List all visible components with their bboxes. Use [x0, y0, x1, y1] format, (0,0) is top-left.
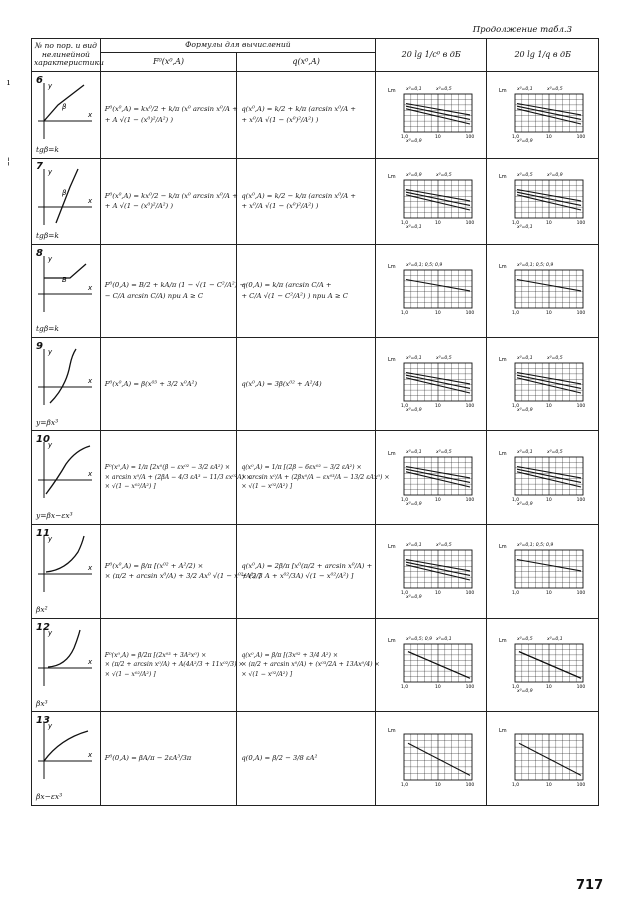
lg-c-chart-cell	[375, 431, 487, 525]
tick-label: 100	[576, 497, 586, 503]
row-number: 8	[36, 247, 43, 259]
formula-line: + x⁰/A √(1 − (x⁰)²/A²) )	[241, 115, 319, 124]
characteristic-label: tgβ=k	[36, 144, 59, 154]
formula-f0-cell	[100, 158, 237, 245]
tick-label: 100	[576, 591, 586, 597]
characteristic-sketch	[36, 626, 96, 692]
tick-label: 1,0	[400, 685, 408, 690]
formula-f0-cell	[100, 245, 246, 338]
formula-line: F⁰(0,A) = βA/π − 2εA³/3π	[104, 754, 192, 763]
curve-label: x⁰=0,9	[547, 173, 563, 179]
curve-label: x⁰=0,1	[405, 449, 422, 455]
characteristic-sketch	[36, 719, 96, 785]
characteristic-sketch	[36, 438, 96, 504]
curve-label: x⁰=0,5	[435, 449, 452, 455]
lm-label: Lm	[499, 357, 507, 364]
header-lg-q: 20 lg 1/q в дБ	[487, 39, 599, 72]
curve-label: x⁰=0,5; 0,9	[405, 637, 432, 642]
formula-q-cell	[237, 618, 380, 712]
formula-f0-cell	[100, 712, 237, 806]
curve-label: x⁰=0,5	[435, 173, 452, 179]
freq-chart	[384, 722, 479, 792]
characteristic-curve	[56, 169, 78, 223]
table-row	[32, 431, 599, 525]
lm-label: Lm	[499, 87, 507, 94]
curve-label: x⁰=0,9	[405, 173, 422, 179]
row-number: 7	[36, 161, 43, 173]
characteristic-label: βx−εx³	[36, 792, 63, 802]
table-row	[32, 72, 599, 159]
freq-chart	[384, 351, 479, 413]
freq-chart	[384, 168, 479, 230]
tick-label: 100	[465, 591, 474, 597]
characteristic-sketch	[36, 252, 96, 318]
formula-line: F⁰(x⁰,A) = β(x⁰³ + 3/2 x⁰A²)	[104, 379, 197, 388]
characteristic-label: βx³	[36, 698, 48, 708]
formula-line: + C/A √(1 − C²/A²) ) при A ≥ C	[241, 291, 348, 300]
tick-label: 100	[576, 310, 586, 316]
curve-label: x⁰=0,9	[405, 501, 422, 507]
tick-label: 10	[434, 591, 441, 597]
tick-label: 1,0	[512, 404, 520, 410]
formula-line: × arcsin x⁰/A + (2βx⁰/A − εx⁰³/A − 13/2 εAx⁰) ×	[241, 473, 390, 481]
x-label: x	[88, 283, 93, 292]
tick-label: 1,0	[512, 221, 520, 227]
freq-chart	[495, 82, 590, 144]
formula-line: × √(1 − x⁰²/A²) ]	[241, 670, 293, 678]
tick-label: 1,0	[400, 497, 408, 503]
tick-label: 1,0	[512, 685, 520, 690]
formula-line: q(x⁰,A) = k/2 − k/π (arcsin x⁰/A +	[241, 191, 356, 200]
tick-label: 10	[434, 404, 441, 410]
formula-f0-cell	[100, 72, 237, 159]
freq-chart	[384, 258, 479, 320]
formula-line: + A √(1 − (x⁰)²/A²) )	[104, 202, 174, 211]
tick-label: 10	[546, 591, 552, 597]
formula-q-cell	[237, 712, 376, 806]
freq-chart	[495, 258, 590, 320]
characteristic-label: tgβ=k	[36, 323, 59, 333]
lm-label: Lm	[387, 544, 396, 551]
lg-c-chart-cell	[375, 158, 487, 245]
lg-q-chart-cell	[487, 72, 599, 159]
tick-label: 1,0	[400, 310, 408, 316]
characteristic-label: tgβ=k	[36, 231, 59, 241]
lg-c-chart-cell	[375, 712, 487, 806]
characteristic-curve	[50, 349, 76, 403]
curve-label: x⁰=0,1	[547, 637, 563, 642]
characteristic-sketch	[36, 79, 96, 145]
tick-label: 100	[465, 685, 474, 690]
characteristic-label: y=βx−εx³	[36, 511, 73, 521]
row-number: 11	[36, 527, 50, 539]
tick-label: 100	[576, 782, 586, 788]
lg-c-chart-cell	[375, 245, 487, 338]
curve-label: x⁰=0,1	[517, 225, 533, 231]
tick-label: 1,0	[512, 591, 520, 597]
formula-line: q(0,A) = k/π (arcsin C/A +	[241, 281, 332, 290]
tick-label: 1,0	[400, 782, 408, 788]
lm-label: Lm	[387, 174, 396, 181]
characteristic-cell	[32, 431, 101, 525]
tick-label: 100	[465, 782, 474, 788]
tick-label: 100	[576, 221, 586, 227]
curve-label: x⁰=0,1	[517, 86, 533, 92]
lm-label: Lm	[387, 263, 396, 270]
y-label: y	[48, 347, 53, 356]
tick-label: 10	[434, 310, 441, 316]
curve-label: x⁰=0,9	[517, 138, 533, 144]
formula-line: q(x⁰,A) = 2β/π [x⁰(π/2 + arcsin x⁰/A) +	[241, 561, 373, 570]
tick-label: 100	[465, 134, 474, 140]
formula-line: × (π/2 + arcsin x⁰/A) + 3/2 Ax⁰ √(1 − x⁰²/A²) ]	[104, 572, 261, 581]
lg-q-chart-cell	[487, 337, 599, 431]
lg-q-chart-cell	[487, 618, 599, 712]
formula-line: + A √(1 − (x⁰)²/A²) )	[104, 115, 174, 124]
characteristic-cell	[32, 245, 101, 338]
tick-label: 100	[576, 134, 586, 140]
response-line	[519, 652, 581, 679]
tick-label: 1,0	[400, 221, 408, 227]
table-row	[32, 712, 599, 806]
formula-line: q(x⁰,A) = 3β(x⁰² + A²/4)	[241, 379, 322, 388]
y-label: y	[48, 254, 53, 263]
curve-label: x⁰=0,9	[517, 408, 533, 414]
formula-q-cell	[237, 431, 390, 525]
curve-symbol: β	[62, 102, 67, 111]
curve-label: x⁰=0,5	[517, 637, 533, 642]
lm-label: Lm	[499, 174, 507, 181]
tick-label: 100	[465, 497, 474, 503]
formula-line: × √(1 − x⁰²/A²) ]	[104, 670, 156, 678]
curve-label: x⁰=0,1	[405, 543, 422, 549]
page-number: 717	[576, 878, 604, 893]
tick-label: 100	[465, 404, 474, 410]
formula-f0-cell	[100, 618, 244, 712]
lm-label: Lm	[499, 727, 507, 734]
curve-label: x⁰=0,1; 0,5; 0,9	[405, 262, 443, 268]
formula-q-cell	[237, 72, 376, 159]
freq-chart	[495, 538, 590, 600]
formula-q-cell	[237, 337, 376, 431]
curve-label: x⁰=0,1	[405, 225, 422, 231]
tick-label: 1,0	[512, 497, 520, 503]
tick-label: 10	[434, 782, 441, 788]
characteristic-label: βx²	[36, 604, 48, 614]
x-label: x	[88, 657, 93, 666]
characteristic-sketch	[36, 345, 96, 411]
curve-label: x⁰=0,5	[435, 543, 452, 549]
row-number: 10	[36, 434, 50, 446]
curve-label: x⁰=0,9	[405, 138, 422, 144]
y-label: y	[48, 722, 53, 731]
characteristic-cell	[32, 72, 101, 159]
formula-line: q(x⁰,A) = k/2 + k/π (arcsin x⁰/A +	[241, 105, 356, 114]
curve-label: x⁰=0,9	[405, 595, 422, 601]
x-label: x	[88, 376, 93, 385]
tick-label: 10	[546, 221, 552, 227]
formula-line: + x⁰/A √(1 − (x⁰)²/A²) )	[241, 202, 319, 211]
response-line	[408, 743, 470, 775]
tick-label: 1,0	[512, 134, 520, 140]
formula-line: F⁰(x⁰,A) = kx⁰/2 − k/π (x⁰ arcsin x⁰/A +	[104, 191, 238, 200]
tick-label: 100	[465, 310, 474, 316]
formula-line: + (2/3 A + x⁰²/3A) √(1 − x⁰²/A²) ]	[241, 572, 354, 581]
freq-chart	[384, 632, 479, 694]
tick-label: 10	[546, 497, 552, 503]
tick-label: 100	[465, 221, 474, 227]
characteristic-label: y=βx³	[36, 417, 59, 427]
formula-line: − C/A arcsin C/A) при A ≥ C	[104, 291, 204, 300]
tick-label: 1,0	[400, 134, 408, 140]
lg-c-chart-cell	[375, 72, 487, 159]
characteristic-curve	[48, 630, 80, 667]
table-row	[32, 245, 599, 338]
y-label: y	[48, 534, 53, 543]
margin-mark: ¦	[7, 157, 11, 167]
freq-chart	[495, 168, 590, 230]
characteristic-sketch	[36, 165, 96, 231]
tick-label: 1,0	[512, 782, 520, 788]
curve-label: x⁰=0,1; 0,5; 0,9	[517, 543, 554, 549]
curve-label: x⁰=0,5	[547, 356, 563, 362]
curve-label: x⁰=0,9	[517, 501, 533, 507]
row-number: 13	[36, 715, 50, 727]
lg-q-chart-cell	[487, 245, 599, 338]
lg-c-chart-cell	[375, 525, 487, 619]
y-label: y	[48, 628, 53, 637]
table-row	[32, 618, 599, 712]
formula-line: × (π/2 + arcsin x⁰/A) + A(4A²/3 + 11x⁰²/3) ×	[104, 661, 244, 669]
response-line	[408, 652, 470, 679]
curve-label: x⁰=0,1; 0,5; 0,9	[517, 262, 554, 268]
tick-label: 1,0	[400, 591, 408, 597]
freq-chart	[384, 538, 479, 600]
tick-label: 10	[434, 134, 441, 140]
lm-label: Lm	[499, 544, 507, 551]
tick-label: 10	[434, 221, 441, 227]
lm-label: Lm	[499, 450, 507, 457]
tick-label: 10	[546, 782, 552, 788]
formula-line: × (π/2 + arcsin x⁰/A) + (x⁰³/2A + 13Ax⁰/4) ×	[241, 661, 380, 669]
tick-label: 10	[546, 685, 552, 690]
row-number: 6	[36, 74, 43, 86]
formula-f0-cell	[100, 431, 252, 525]
y-label: y	[48, 81, 53, 90]
curve-label: x⁰=0,9	[405, 408, 422, 414]
curve-label: x⁰=0,5	[435, 356, 452, 362]
tick-label: 1,0	[400, 404, 408, 410]
curve-label: x⁰=0,5	[517, 173, 533, 179]
formula-line: F⁰(x⁰,A) = β/2π [(2x⁰³ + 3A²x⁰) ×	[104, 651, 207, 659]
tick-label: 1,0	[512, 310, 520, 316]
formula-table	[31, 38, 599, 806]
formula-line: q(x⁰,A) = β/π [(3x⁰² + 3/4 A²) ×	[241, 651, 339, 659]
x-label: x	[88, 751, 93, 760]
tick-label: 10	[434, 685, 441, 690]
formula-line: × √(1 − x⁰²/A²) ]	[104, 483, 156, 491]
lg-c-chart-cell	[375, 618, 487, 712]
characteristic-curve	[46, 446, 90, 494]
header-lg-c: 20 lg 1/c⁰ в дБ	[375, 39, 487, 72]
formula-line: F⁰(x⁰,A) = β/π [(x⁰² + A²/2) ×	[104, 561, 204, 570]
formula-f0-cell	[100, 525, 261, 619]
freq-chart	[495, 722, 590, 792]
x-label: x	[88, 110, 93, 119]
formula-q-cell	[237, 158, 376, 245]
x-label: x	[88, 470, 93, 479]
x-label: x	[88, 197, 93, 206]
lg-q-chart-cell	[487, 158, 599, 245]
curve-label: x⁰=0,5	[547, 86, 563, 92]
response-line	[519, 743, 581, 775]
characteristic-cell	[32, 525, 101, 619]
freq-chart	[495, 445, 590, 507]
lg-q-chart-cell	[487, 431, 599, 525]
continuation-caption: Продолжение табл.3	[472, 25, 572, 35]
formula-f0-cell	[100, 337, 237, 431]
characteristic-cell	[32, 337, 101, 431]
freq-chart	[495, 632, 590, 694]
x-label: x	[88, 563, 93, 572]
formula-q-cell	[237, 245, 376, 338]
freq-chart	[495, 351, 590, 413]
formula-line: × √(1 − x⁰²/A²) ]	[241, 483, 293, 491]
lm-label: Lm	[387, 87, 396, 94]
characteristic-cell	[32, 158, 101, 245]
curve-symbol: B	[62, 275, 67, 284]
lg-q-chart-cell	[487, 712, 599, 806]
y-label: y	[48, 441, 53, 450]
freq-chart	[384, 445, 479, 507]
tick-label: 10	[546, 404, 552, 410]
formula-line: q(0,A) = β/2 − 3/8 εA²	[241, 754, 318, 763]
curve-label: x⁰=0,1	[517, 356, 533, 362]
y-label: y	[48, 168, 53, 177]
lm-label: Lm	[499, 263, 507, 270]
table-row	[32, 337, 599, 431]
lm-label: Lm	[387, 727, 396, 734]
lg-c-chart-cell	[375, 337, 487, 431]
header-formulas: Формулы для вычислений	[100, 39, 375, 53]
curve-label: x⁰=0,1	[517, 449, 533, 455]
formula-line: × arcsin x⁰/A + (2βA − 4/3 εA³ − 11/3 εx⁰²A) ×	[104, 473, 252, 481]
formula-line: F⁰(x⁰,A) = kx⁰/2 + k/π (x⁰ arcsin x⁰/A +	[104, 105, 238, 114]
tick-label: 100	[576, 404, 586, 410]
tick-label: 10	[546, 310, 552, 316]
header-nonlinearity: № по пор. и вид нелинейной характеристики	[32, 39, 101, 72]
formula-line: F⁰(x⁰,A) = 1/π [2x⁰(β − εx⁰² − 3/2 εA²) ×	[104, 464, 231, 472]
formula-line: F⁰(0,A) = B/2 + kA/π (1 − √(1 − C²/A²) −	[104, 281, 246, 290]
row-number: 9	[36, 340, 43, 352]
formula-line: q(x⁰,A) = 1/π [(2β − 6εx⁰² − 3/2 εA²) ×	[241, 464, 362, 472]
header-f0: F⁰(x⁰,A)	[100, 53, 237, 72]
curve-label: x⁰=0,1	[405, 86, 422, 92]
table-row	[32, 158, 599, 245]
lm-label: Lm	[387, 450, 396, 457]
tick-label: 10	[434, 497, 441, 503]
lm-label: Lm	[499, 638, 507, 644]
characteristic-sketch	[36, 532, 96, 598]
freq-chart	[384, 82, 479, 144]
curve-label: x⁰=0,1	[405, 356, 422, 362]
curve-label: x⁰=0,5	[547, 449, 563, 455]
table-row	[32, 525, 599, 619]
header-q: q(x⁰,A)	[237, 53, 376, 72]
margin-mark: ı	[7, 78, 10, 88]
lg-q-chart-cell	[487, 525, 599, 619]
tick-label: 100	[576, 685, 586, 690]
lm-label: Lm	[387, 357, 396, 364]
curve-label: x⁰=0,9	[517, 689, 533, 694]
row-number: 12	[36, 621, 50, 633]
formula-q-cell	[237, 525, 376, 619]
tick-label: 10	[546, 134, 552, 140]
characteristic-curve	[44, 731, 88, 761]
characteristic-cell	[32, 712, 101, 806]
curve-label: x⁰=0,1	[435, 637, 452, 642]
characteristic-cell	[32, 618, 101, 712]
curve-label: x⁰=0,5	[435, 86, 452, 92]
curve-symbol: β	[62, 189, 67, 198]
lm-label: Lm	[387, 638, 396, 644]
